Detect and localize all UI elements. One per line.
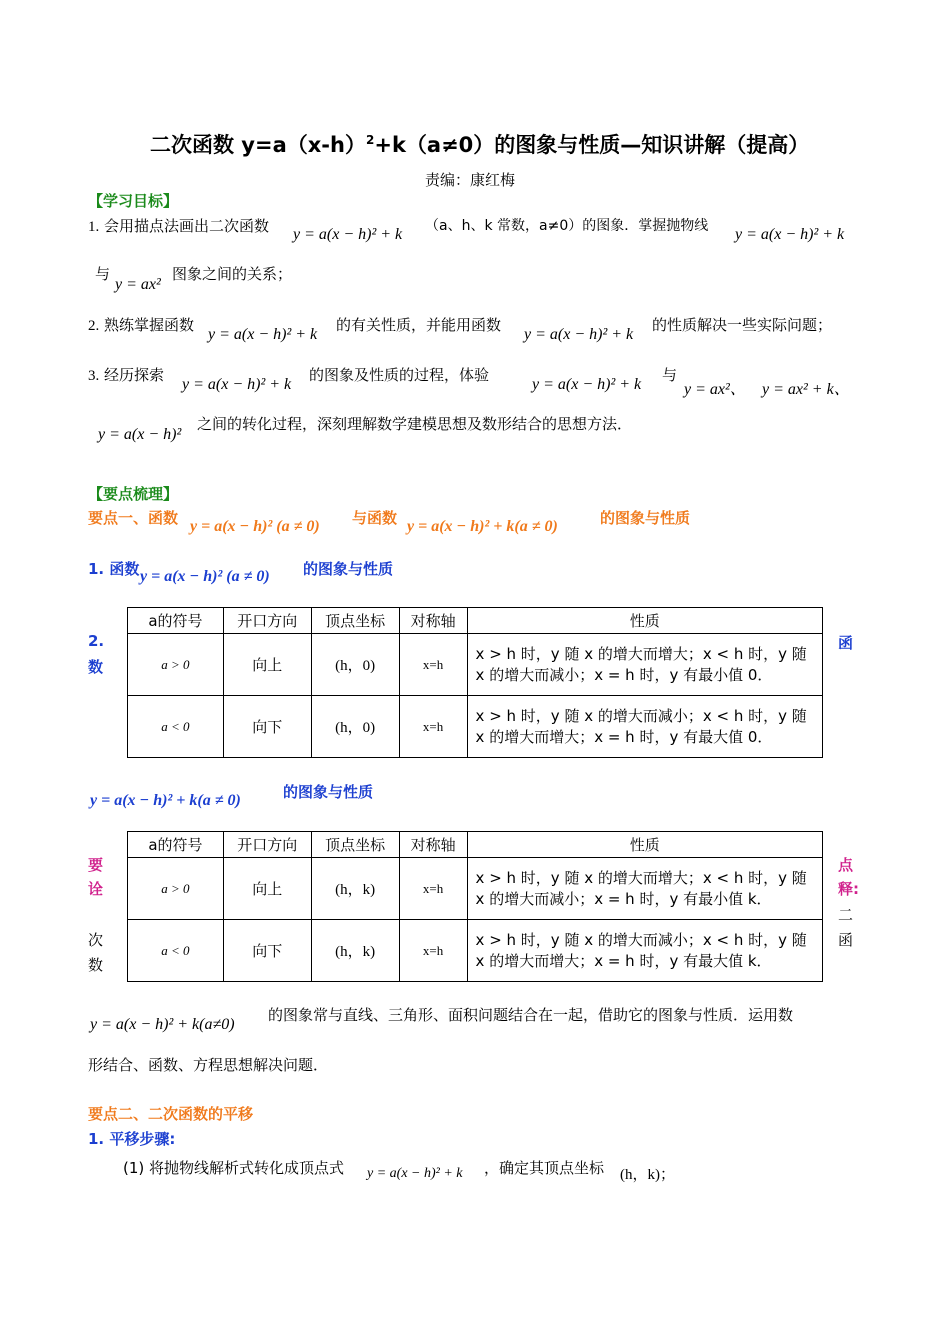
objective-3-text1: 经历探索: [104, 366, 165, 384]
table2-r2-sign: a < 0: [128, 920, 224, 982]
point1-mid: 与函数: [352, 509, 398, 527]
objective-2-text1: 熟练掌握函数: [104, 316, 195, 334]
point2-step1-mid: ，确定其顶点坐标: [484, 1159, 605, 1177]
table2-r2-dir: 向下: [223, 920, 311, 982]
table1-r2-axis: x=h: [399, 696, 467, 758]
objective-3-formula2: y = a(x − h)² + k: [532, 376, 642, 393]
objective-2-line: [88, 314, 194, 335]
objective-3-formula1: y = a(x − h)² + k: [182, 376, 292, 393]
objective-3-formula5: y = a(x − h)²: [98, 426, 182, 443]
objective-1-num: 1.: [88, 219, 100, 235]
explanation-text1: 的图象常与直线、三角形、面积问题结合在一起，借助它的图象与性质．运用数: [268, 1006, 794, 1024]
sub2-end: 的图象与性质: [283, 783, 374, 801]
table-row: [128, 634, 823, 696]
table-row: [128, 858, 823, 920]
table-row: [128, 920, 823, 982]
objective-1-text1: 会用描点法画出二次函数: [104, 217, 270, 235]
table2-r2-axis: x=h: [399, 920, 467, 982]
explanation-formula: y = a(x − h)² + k(a≠0): [90, 1016, 235, 1033]
objective-3-text4: 之间的转化过程，深刻理解数学建模思想及数形结合的思想方法．: [197, 415, 633, 433]
objective-1-paren: （a、h、k 常数，a≠0）的图象．掌握抛物线: [425, 218, 709, 234]
table2-header-vertex: 顶点坐标: [311, 832, 399, 858]
objective-1-text3: 图象之间的关系；: [172, 265, 293, 283]
side-right2b: 释:: [838, 880, 859, 898]
table2-header-dir: 开口方向: [223, 832, 311, 858]
table2-r2-prop: x > h 时，y 随 x 的增大而减小；x < h 时，y 随 x 的增大而增大；x = h 时，y 有最大值 k．: [467, 920, 822, 982]
page-title: [150, 129, 809, 159]
objective-3-text3: 与: [662, 366, 678, 384]
objective-3-num: 3.: [88, 368, 100, 384]
sub1-label: 1. 函数: [88, 560, 140, 578]
table1-r2-dir: 向下: [223, 696, 311, 758]
table2-r1-dir: 向上: [223, 858, 311, 920]
title-part2: +k（a≠0）的图象与性质—知识讲解（提高）: [374, 133, 810, 157]
table1-r2-sign: a < 0: [128, 696, 224, 758]
table2-r1-prop: x > h 时，y 随 x 的增大而增大；x < h 时，y 随 x 的增大而减小；x = h 时，y 有最小值 k．: [467, 858, 822, 920]
side-left2b: 诠: [88, 880, 104, 898]
table2-header-sign: a的符号: [128, 832, 224, 858]
table-row: [128, 696, 823, 758]
table1-header-sign: a的符号: [128, 608, 224, 634]
table2-r2-vertex: (h，k): [311, 920, 399, 982]
sub1-end: 的图象与性质: [303, 560, 394, 578]
table-vertex-form-k0: [127, 607, 823, 758]
objective-1-formula1: y = a(x − h)² + k: [293, 226, 403, 243]
objective-1-text2: 与: [95, 265, 111, 283]
table1-header-prop: 性质: [467, 608, 822, 634]
point2-label: 要点二、二次函数的平移: [88, 1105, 254, 1123]
keypoints-header: 【要点梳理】: [88, 485, 179, 503]
point2-step1-formula: y = a(x − h)² + k: [367, 1166, 463, 1181]
objective-1-formula2: y = a(x − h)² + k: [735, 226, 845, 243]
table1-header-vertex: 顶点坐标: [311, 608, 399, 634]
table2-header-row: [128, 832, 823, 858]
table1-header-dir: 开口方向: [223, 608, 311, 634]
side-right1: 函: [838, 634, 854, 652]
table2-r1-axis: x=h: [399, 858, 467, 920]
explanation-text2: 形结合、函数、方程思想解决问题．: [88, 1056, 329, 1074]
table1-r1-sign: a > 0: [128, 634, 224, 696]
table1-r1-axis: x=h: [399, 634, 467, 696]
objective-3-text2: 的图象及性质的过程，体验: [309, 366, 490, 384]
table2-r1-vertex: (h，k): [311, 858, 399, 920]
side-left1a: 2.: [88, 632, 105, 650]
side-left2d: 数: [88, 956, 104, 974]
sub1-formula: y = a(x − h)² (a ≠ 0): [140, 568, 270, 585]
point2-step1-text: (1) 将抛物线解析式转化成顶点式: [123, 1159, 345, 1177]
side-left2a: 要: [88, 856, 104, 874]
objective-2-formula1: y = a(x − h)² + k: [208, 326, 318, 343]
objective-2-text2: 的有关性质，并能用函数: [336, 316, 502, 334]
title-part1: 二次函数 y=a（x-h）: [150, 133, 366, 157]
point1-end: 的图象与性质: [600, 509, 691, 527]
point2-step-header: 1. 平移步骤:: [88, 1130, 176, 1148]
table2-header-prop: 性质: [467, 832, 822, 858]
table1-r1-vertex: (h，0): [311, 634, 399, 696]
objective-2-text3: 的性质解决一些实际问题；: [652, 316, 833, 334]
side-right2d: 函: [838, 931, 854, 949]
objective-3-formula4: y = ax² + k、: [762, 381, 850, 398]
table1-header-row: [128, 608, 823, 634]
point1-formula2: y = a(x − h)² + k(a ≠ 0): [407, 518, 558, 535]
objective-3-formula3: y = ax²、: [684, 381, 746, 398]
table2-header-axis: 对称轴: [399, 832, 467, 858]
point1-label: 要点一、函数: [88, 509, 179, 527]
objective-1-formula3: y = ax²: [115, 276, 161, 293]
objective-1-line1: [88, 215, 269, 236]
point1-formula1: y = a(x − h)² (a ≠ 0): [190, 518, 320, 535]
sub2-formula: y = a(x − h)² + k(a ≠ 0): [90, 792, 241, 809]
title-sup: 2: [365, 133, 375, 147]
objective-2-num: 2.: [88, 318, 100, 334]
table1-r1-dir: 向上: [223, 634, 311, 696]
table-vertex-form: [127, 831, 823, 982]
side-left1b: 数: [88, 658, 104, 676]
side-right2c: 二: [838, 906, 854, 924]
objective-3-line: [88, 364, 164, 385]
author-line: 责编：康红梅: [425, 171, 516, 189]
table1-r1-prop: x > h 时，y 随 x 的增大而增大；x < h 时，y 随 x 的增大而减小；x = h 时，y 有最小值 0．: [467, 634, 822, 696]
table2-r1-sign: a > 0: [128, 858, 224, 920]
side-right2a: 点: [838, 856, 854, 874]
table1-header-axis: 对称轴: [399, 608, 467, 634]
side-left2c: 次: [88, 931, 104, 949]
objective-2-formula2: y = a(x − h)² + k: [524, 326, 634, 343]
table1-r2-vertex: (h，0): [311, 696, 399, 758]
table1-r2-prop: x > h 时，y 随 x 的增大而减小；x < h 时，y 随 x 的增大而增大；x = h 时，y 有最大值 0．: [467, 696, 822, 758]
objectives-header: 【学习目标】: [88, 192, 179, 210]
point2-step1-vertex: (h，k)；: [620, 1167, 675, 1183]
